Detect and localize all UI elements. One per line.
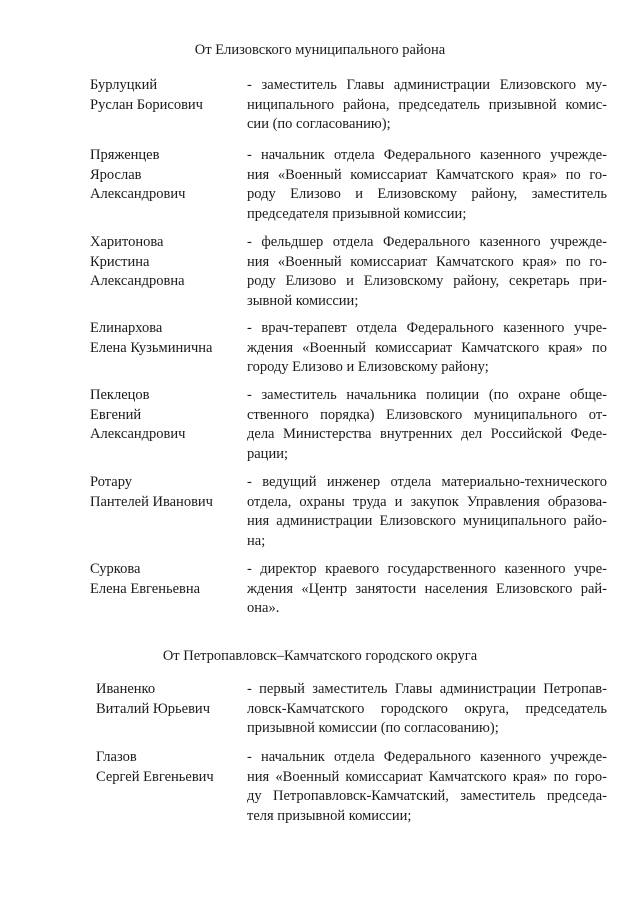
member-name: Иваненко Виталий Юрьевич xyxy=(96,681,210,717)
member-name: Ротару Пантелей Иванович xyxy=(90,474,213,510)
member-role: - начальник отдела Федерального казенного учрежде- ния «Военный комиссариат Камчатского края» по го- роду Елизово и Елизовскому району, заместитель председателя призывной комиссии; xyxy=(247,147,607,222)
section-heading-petropavlovsk: От Петропавловск–Камчатского городского округа xyxy=(162,648,478,664)
member-role: - ведущий инженер отдела материально-технического отдела, охраны труда и закупок Управления образова- ния администрации Елизовского муниципального райо- на; xyxy=(247,474,607,549)
member-role: - фельдшер отдела Федерального казенного учрежде- ния «Военный комиссариат Камчатского края» по го- роду Елизово и Елизовскому району, секретарь при- зывной комиссии; xyxy=(247,234,607,309)
member-role: - заместитель начальника полиции (по охране обще- ственного порядка) Елизовского муниципального от- дела Министерства внутренних дел Российской Феде- рации; xyxy=(247,387,607,462)
member-name: Елинархова Елена Кузьминична xyxy=(90,320,213,356)
member-role: - первый заместитель Главы администрации Петропав- ловск-Камчатского городского округа, председатель призывной комиссии (по согласованию); xyxy=(247,681,607,736)
member-name: Харитонова Кристина Александровна xyxy=(90,234,185,289)
member-name: Бурлуцкий Руслан Борисович xyxy=(90,77,203,113)
member-name: Суркова Елена Евгеньевна xyxy=(90,561,201,597)
member-name: Пеклецов Евгений Александрович xyxy=(90,387,186,442)
member-role: - врач-терапевт отдела Федерального казенного учре- ждения «Военный комиссариат Камчатского края» по городу Елизово и Елизовскому району; xyxy=(247,320,607,375)
member-name: Пряженцев Ярослав Александрович xyxy=(90,147,186,202)
member-role: - директор краевого государственного казенного учре- ждения «Центр занятости населения Елизовского рай- она». xyxy=(247,561,607,616)
member-role: - заместитель Главы администрации Елизовского му- ниципального района, председатель призывной комис- сии (по согласованию); xyxy=(247,77,607,132)
section-heading-elizovo: От Елизовского муниципального района xyxy=(194,42,446,58)
member-role: - начальник отдела Федерального казенного учрежде- ния «Военный комиссариат Камчатского края» по горо- ду Петропавловск-Камчатский, заместитель председа- теля призывной комиссии; xyxy=(247,749,607,824)
member-name: Глазов Сергей Евгеньевич xyxy=(96,749,214,785)
